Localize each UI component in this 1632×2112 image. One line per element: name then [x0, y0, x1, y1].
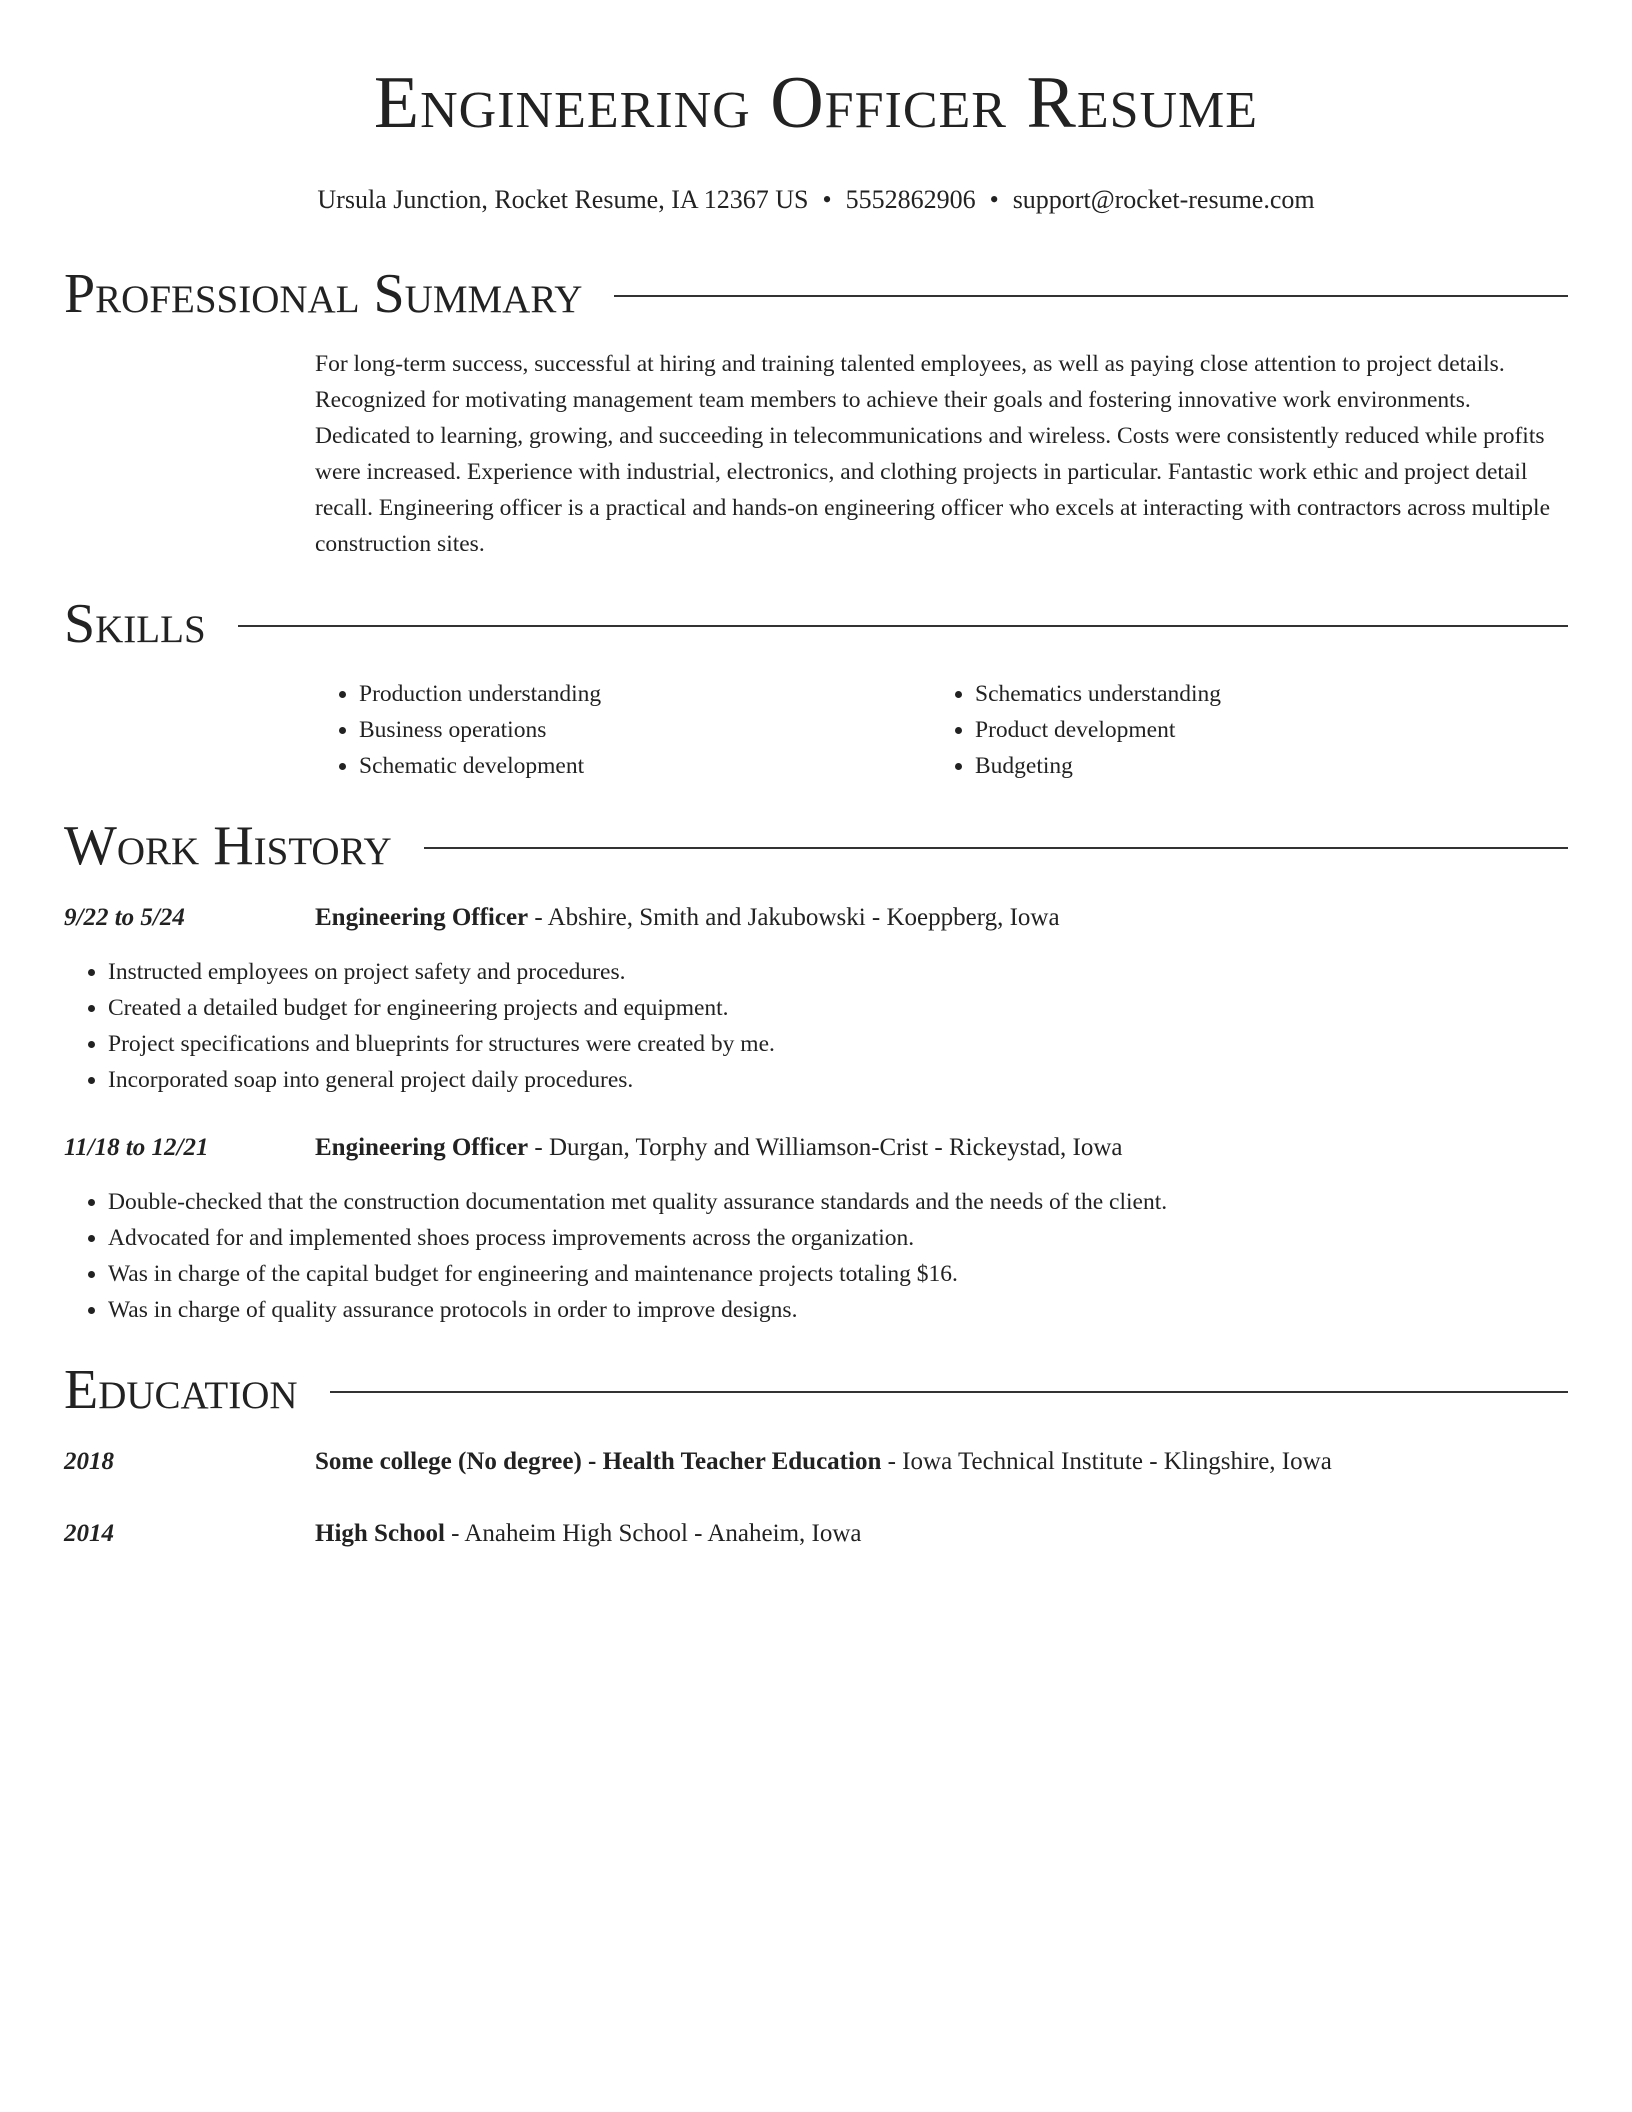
work-role: Engineering Officer — [315, 1134, 529, 1161]
education-title — [315, 1444, 1332, 1480]
contact-line — [64, 182, 1568, 218]
section-header-work — [64, 814, 1568, 878]
section-title: Education — [64, 1359, 298, 1421]
section-divider — [330, 1391, 1568, 1393]
summary-text: For long-term success, successful at hiring and training talented employees, as well as paying close attention to project details. Recognized for motivating management team members to achieve their goals and fostering innovative work environments. Dedicated to learning, growing, and succeeding in telecommunications and wireless. Costs were consistently reduced while profits were increased. Experience with industrial, electronics, and clothing projects in particular. Fantastic work ethic and project detail recall. Engineering officer is a practical and hands-on engineering officer who excels at interacting with contractors across multiple construction sites. — [315, 351, 1551, 557]
work-details: - Durgan, Torphy and Williamson-Crist - Rickeystad, Iowa — [528, 1134, 1123, 1161]
contact-phone: 5552862906 — [845, 185, 976, 214]
contact-email: support@rocket-resume.com — [1012, 185, 1315, 214]
work-bullets — [64, 1184, 1568, 1328]
education-title — [315, 1516, 862, 1552]
education-degree: Some college (No degree) - Health Teacher Education — [315, 1448, 882, 1475]
work-entry-header — [64, 900, 1568, 936]
work-title — [315, 1130, 1123, 1166]
education-degree: High School — [315, 1520, 445, 1547]
work-dates: 11/18 to 12/21 — [64, 1134, 209, 1161]
skill-item: • Production understanding — [359, 676, 931, 712]
work-bullet: • Was in charge of quality assurance protocols in order to improve designs. — [108, 1292, 1568, 1328]
skill-item: • Product development — [975, 712, 1547, 748]
work-dates: 9/22 to 5/24 — [64, 904, 185, 931]
resume-title: Engineering Officer Resume — [373, 62, 1259, 144]
skills-list — [315, 676, 1568, 784]
section-title: Work History — [64, 815, 392, 877]
section-title: Skills — [64, 593, 206, 655]
education-details: - Iowa Technical Institute - Klingshire, Iowa — [881, 1448, 1332, 1475]
section-header-skills — [64, 592, 1568, 656]
section-divider — [238, 625, 1568, 627]
section-header-summary — [64, 262, 1568, 326]
work-title — [315, 900, 1060, 936]
skill-item: • Schematics understanding — [975, 676, 1547, 712]
education-year: 2014 — [64, 1520, 114, 1547]
skill-item: • Business operations — [359, 712, 931, 748]
work-bullet: • Double-checked that the construction documentation met quality assurance standards and the needs of the client. — [108, 1184, 1568, 1220]
contact-separator: • — [989, 185, 999, 214]
education-year: 2018 — [64, 1448, 114, 1475]
contact-separator: • — [822, 185, 832, 214]
education-entry — [64, 1444, 1568, 1480]
skills-column-right — [931, 676, 1547, 784]
education-entry — [64, 1516, 1568, 1552]
skill-item: • Schematic development — [359, 748, 931, 784]
work-details: - Abshire, Smith and Jakubowski - Koeppberg, Iowa — [528, 904, 1060, 931]
work-bullet: • Project specifications and blueprints for structures were created by me. — [108, 1026, 1568, 1062]
work-bullets — [64, 954, 1568, 1098]
resume-page — [64, 0, 1568, 1552]
work-bullet: • Advocated for and implemented shoes process improvements across the organization. — [108, 1220, 1568, 1256]
work-bullet: • Incorporated soap into general project daily procedures. — [108, 1062, 1568, 1098]
skill-item: • Budgeting — [975, 748, 1547, 784]
work-entry — [64, 1130, 1568, 1328]
section-divider — [614, 295, 1568, 297]
section-header-education — [64, 1358, 1568, 1422]
education-details: - Anaheim High School - Anaheim, Iowa — [444, 1520, 862, 1547]
work-role: Engineering Officer — [315, 904, 529, 931]
work-entry-header — [64, 1130, 1568, 1166]
work-entry — [64, 900, 1568, 1098]
work-bullet: • Instructed employees on project safety and procedures. — [108, 954, 1568, 990]
skills-column-left — [315, 676, 931, 784]
work-bullet: • Was in charge of the capital budget for engineering and maintenance projects totaling $16. — [108, 1256, 1568, 1292]
section-title: Professional Summary — [64, 263, 583, 325]
work-bullet: • Created a detailed budget for engineering projects and equipment. — [108, 990, 1568, 1026]
section-divider — [424, 847, 1568, 849]
contact-address: Ursula Junction, Rocket Resume, IA 12367 US — [317, 185, 809, 214]
